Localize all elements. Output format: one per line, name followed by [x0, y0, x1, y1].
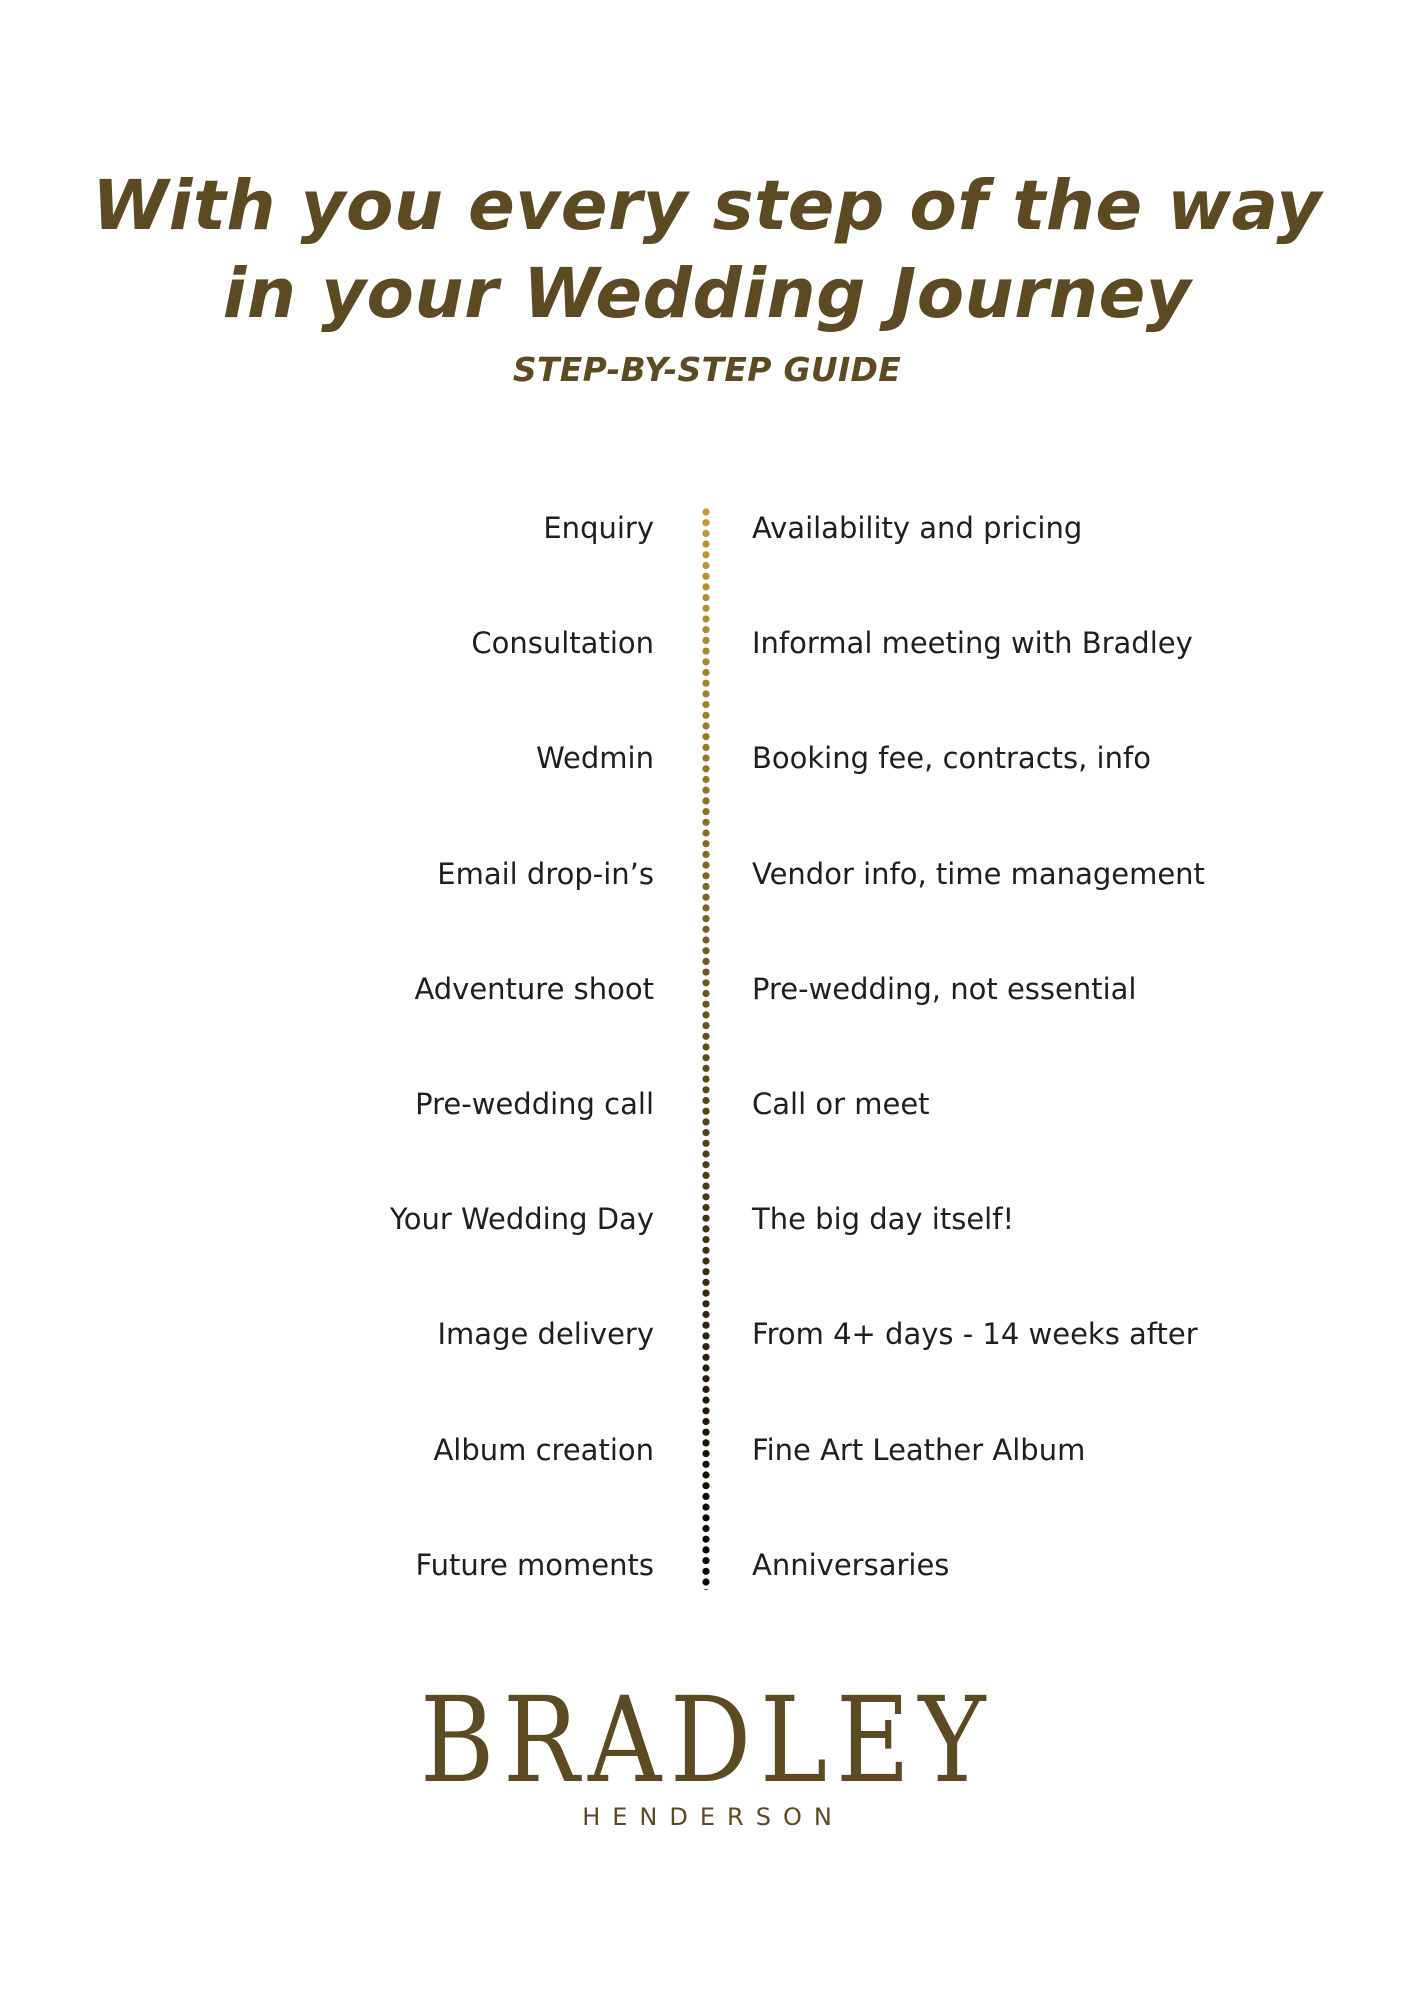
timeline-dot: [702, 712, 709, 719]
timeline-dot: [702, 690, 709, 697]
timeline-dot: [702, 1300, 709, 1307]
step-label: Email drop-in’s: [437, 857, 654, 891]
timeline-dot: [702, 797, 709, 804]
step-label: Enquiry: [543, 511, 654, 545]
step-row-email-drop-ins: [0, 849, 1414, 899]
step-label: Adventure shoot: [414, 972, 654, 1006]
step-label: Your Wedding Day: [389, 1202, 654, 1236]
step-detail: Vendor info, time management: [752, 857, 1205, 891]
timeline-dot: [702, 1172, 709, 1179]
timeline-dot: [702, 583, 709, 590]
step-label: Wedmin: [536, 741, 654, 775]
step-row-consultation: [0, 618, 1414, 668]
logo-name: BRADLEY: [419, 1671, 995, 1809]
step-detail: Booking fee, contracts, info: [752, 741, 1151, 775]
timeline-dot: [702, 1514, 709, 1521]
timeline-dot: [702, 1525, 709, 1532]
timeline-dot: [702, 1386, 709, 1393]
timeline-dot: [702, 1364, 709, 1371]
timeline-dot: [702, 1247, 709, 1254]
timeline-dot: [702, 787, 709, 794]
logo-surname: HENDERSON: [582, 1803, 844, 1831]
timeline-dot: [702, 915, 709, 922]
title-line-1: With you every step of the way: [92, 166, 1322, 247]
step-detail: Availability and pricing: [752, 511, 1083, 545]
timeline-dot: [702, 1257, 709, 1264]
timeline-dot: [702, 669, 709, 676]
step-detail: The big day itself!: [752, 1202, 1015, 1236]
timeline-dot: [702, 594, 709, 601]
timeline-dot: [702, 1482, 709, 1489]
timeline-dot: [702, 926, 709, 933]
guide-subtitle: STEP-BY-STEP GUIDE: [512, 350, 902, 389]
timeline-dot: [702, 1504, 709, 1511]
timeline-dot: [702, 1140, 709, 1147]
step-row-wedding-day: [0, 1194, 1414, 1244]
step-detail: Fine Art Leather Album: [752, 1433, 1086, 1467]
step-detail: Call or meet: [752, 1087, 930, 1121]
step-detail: Pre-wedding, not essential: [752, 972, 1137, 1006]
timeline-dot: [702, 1150, 709, 1157]
step-row-pre-wedding-call: [0, 1079, 1414, 1129]
step-detail: From 4+ days - 14 weeks after: [752, 1317, 1198, 1351]
step-label: Future moments: [415, 1548, 654, 1582]
timeline-dot: [702, 562, 709, 569]
timeline-dot: [702, 819, 709, 826]
step-row-adventure-shoot: [0, 964, 1414, 1014]
timeline-dot: [702, 1033, 709, 1040]
timeline-dot: [702, 936, 709, 943]
timeline-dot: [702, 1375, 709, 1382]
timeline-dot: [702, 1290, 709, 1297]
timeline-dot: [702, 1397, 709, 1404]
timeline-dot: [702, 829, 709, 836]
title-line-2: in your Wedding Journey: [222, 254, 1192, 335]
step-label: Image delivery: [437, 1317, 654, 1351]
timeline-dot: [702, 722, 709, 729]
timeline-dot: [702, 808, 709, 815]
timeline-dot: [702, 573, 709, 580]
timeline-dot: [702, 947, 709, 954]
brand-logo: [0, 1671, 1414, 1832]
timeline-dot: [702, 701, 709, 708]
timeline-dot: [702, 1043, 709, 1050]
timeline-dot: [702, 605, 709, 612]
timeline-dot: [702, 1022, 709, 1029]
step-row-wedmin: [0, 733, 1414, 783]
timeline-dot: [702, 1054, 709, 1061]
timeline-dot: [702, 1268, 709, 1275]
timeline-dot: [702, 1065, 709, 1072]
step-row-album-creation: [0, 1425, 1414, 1475]
step-label: Album creation: [433, 1433, 654, 1467]
timeline-dot: [702, 1183, 709, 1190]
timeline-dot: [702, 840, 709, 847]
timeline-dot: [702, 1407, 709, 1414]
step-row-image-delivery: [0, 1309, 1414, 1359]
step-label: Consultation: [471, 626, 654, 660]
timeline-dot: [702, 680, 709, 687]
timeline-dot: [702, 1279, 709, 1286]
step-label: Pre-wedding call: [415, 1087, 654, 1121]
timeline-dot: [702, 1493, 709, 1500]
timeline-dot: [702, 1129, 709, 1136]
timeline-dot: [702, 1161, 709, 1168]
step-row-enquiry: [0, 503, 1414, 553]
step-detail: Anniversaries: [752, 1548, 950, 1582]
step-detail: Informal meeting with Bradley: [752, 626, 1193, 660]
step-row-future-moments: [0, 1540, 1414, 1590]
timeline-dot: [702, 904, 709, 911]
